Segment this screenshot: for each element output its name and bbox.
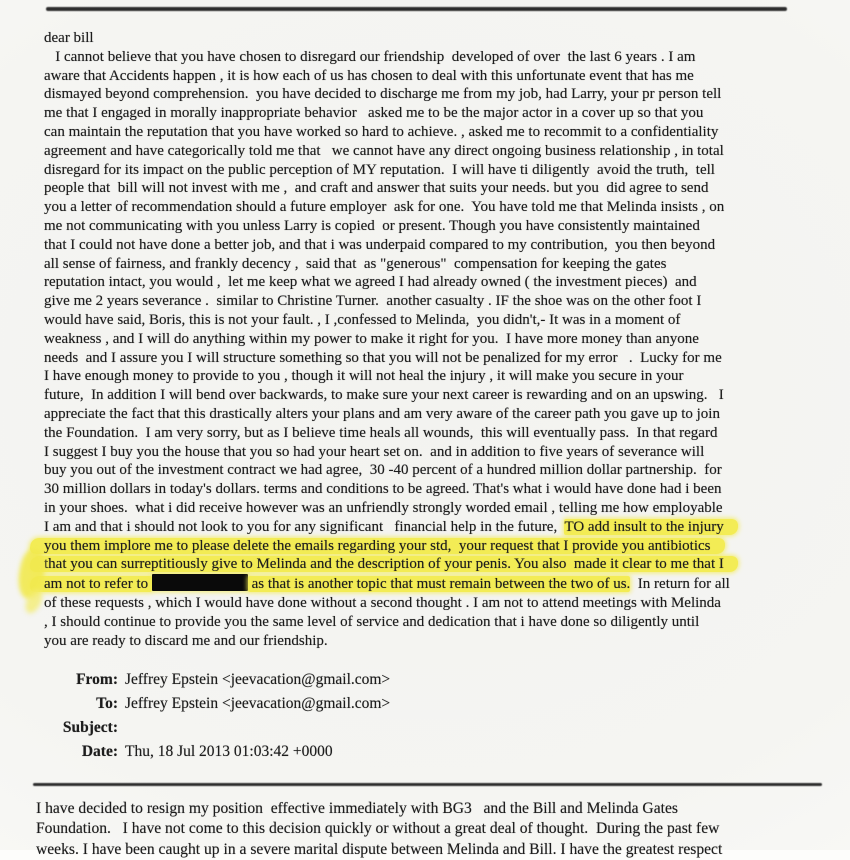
letter-text: of these requests , which I would have done without a second thought . I am not to attend meetings with Melinda — [44, 594, 721, 611]
email-header-row — [56, 716, 390, 740]
letter-text: in your shoes. what i did receive however was an unfriendly strongly worded email , telling me how employable — [44, 499, 723, 516]
letter-line — [44, 311, 824, 330]
letter-text: can maintain the reputation that you have worked so hard to achieve. , asked me to recommit to a confidentiality — [44, 123, 719, 140]
letter-line — [44, 443, 824, 462]
letter-line — [44, 613, 824, 632]
letter-text: all sense of fairness, and frankly decency , said that as "generous" compensation for keeping the gates — [44, 255, 667, 272]
letter-line — [44, 29, 824, 48]
letter-line — [44, 405, 824, 424]
letter-line — [44, 217, 824, 236]
letter-line — [44, 632, 824, 651]
letter-line — [44, 499, 824, 518]
letter-line — [44, 574, 824, 594]
resignation-line: weeks. I have been caught up in a severe marital dispute between Melinda and Bill. I have the greatest respect — [36, 840, 723, 858]
email-header-block — [56, 668, 390, 764]
letter-line — [44, 386, 824, 405]
letter-text: 30 million dollars in today's dollars. terms and conditions to be agreed. That's what i would have done had i been — [44, 481, 722, 498]
letter-text: disregard for its impact on the public perception of MY reputation. I will have ti diligently avoid the truth, tell — [44, 161, 715, 178]
highlighted-text: you them implore me to please delete the emails regarding your std, your request that I provide you antibiotics — [30, 538, 725, 554]
email-header-row — [56, 692, 390, 716]
letter-text: future, In addition I will bend over backwards, to make sure your next career is rewarding and on an upswing. I — [44, 387, 724, 404]
letter-text: give me 2 years severance . similar to Christine Turner. another casualty . IF the shoe was on the other foot I — [44, 293, 702, 310]
email-header-row — [56, 668, 390, 692]
letter-line — [44, 555, 824, 574]
letter-line — [44, 367, 824, 386]
resignation-paragraph — [36, 799, 836, 860]
letter-text: dismayed beyond comprehension. you have decided to discharge me from my job, had Larry, your pr person tell — [44, 86, 722, 103]
letter-text: needs and I assure you I will structure something so that you will not be penalized for my error . Lucky for me — [44, 349, 722, 366]
letter-line — [44, 424, 824, 443]
letter-text: In return for all — [630, 576, 730, 593]
letter-line — [44, 480, 824, 499]
highlighted-text: that you can surreptitiously give to Melinda and the description of your penis. You also made it clear to me that I — [30, 556, 738, 572]
letter-line — [44, 179, 824, 198]
letter-text: I have enough money to provide to you , though it will not heal the injury , it will make you secure in your — [44, 368, 684, 385]
resignation-line: I have decided to resign my position effective immediately with BG3 and the Bill and Melinda Gates — [36, 800, 678, 817]
letter-text: I suggest I buy you the house that you so had your heart set on. and in addition to five years of severance will — [44, 443, 705, 460]
letter-line — [44, 461, 824, 480]
section-divider-line — [33, 783, 822, 786]
letter-line — [44, 142, 824, 161]
email-header-value: Jeffrey Epstein <jeevacation@gmail.com> — [125, 695, 391, 712]
email-header-value: Jeffrey Epstein <jeevacation@gmail.com> — [125, 671, 391, 688]
highlighted-text: TO add insult to the injury — [564, 519, 737, 535]
letter-line — [44, 518, 824, 537]
letter-text: I am and that i should not look to you for any significant financial help in the future, — [44, 518, 565, 535]
letter-line — [44, 594, 824, 613]
letter-line — [44, 85, 824, 104]
letter-text: me that I engaged in morally inappropriate behavior asked me to be the major actor in a cover up so that you — [44, 105, 704, 122]
letter-line — [44, 48, 824, 67]
resignation-line: Foundation. I have not come to this decision quickly or without a great deal of thought. During the past few — [36, 820, 720, 838]
letter-text: I cannot believe that you have chosen to disregard our friendship developed of over the last 6 years . I am — [44, 48, 696, 65]
redaction-bar — [152, 574, 248, 591]
letter-text: people that bill will not invest with me , and craft and answer that suits your needs. but you did agree to send — [44, 180, 709, 197]
letter-line — [44, 104, 824, 123]
letter-line — [44, 67, 824, 86]
letter-text: me not communicating with you unless Larry is copied or present. Though you have consistently maintained — [44, 217, 700, 234]
letter-text: the Foundation. I am very sorry, but as I believe time heals all wounds, this will eventually pass. In that regard — [44, 424, 718, 441]
email-header-label: To: — [96, 695, 118, 712]
letter-line — [44, 292, 824, 311]
letter-text: appreciate the fact that this drastically alters your plans and am very aware of the career path you gave up to join — [44, 405, 720, 422]
letter-line — [44, 123, 824, 142]
letter-line — [44, 255, 824, 274]
letter-line — [44, 236, 824, 255]
letter-line — [44, 537, 824, 556]
letter-line — [44, 161, 824, 180]
letter-text: weakness , and I will do anything within my power to make it right for you. I have more money than anyone — [44, 330, 699, 347]
email-header-value: Thu, 18 Jul 2013 01:03:42 +0000 — [125, 743, 333, 760]
letter-line — [44, 273, 824, 292]
letter-line — [44, 330, 824, 349]
letter-text: that I could not have done a better job, and that i was underpaid compared to my contribution, you then beyond — [44, 236, 716, 253]
letter-text: dear bill — [44, 30, 94, 46]
email-header-label: Date: — [81, 743, 118, 760]
highlighted-text: am not to refer to — [30, 576, 152, 592]
letter-text: you a letter of recommendation should a future employer ask for one. You have told me that Melinda insists , on — [44, 199, 725, 216]
letter-text: agreement and have categorically told me that we cannot have any direct ongoing business relationship , in total — [44, 142, 724, 159]
letter-text: aware that Accidents happen , it is how each of us has chosen to deal with this unfortunate event that has me — [44, 67, 694, 84]
letter-text: , I should continue to provide you the same level of service and dedication that i have done so diligently until — [44, 613, 700, 630]
letter-line — [44, 349, 824, 368]
email-header-row — [56, 740, 390, 764]
highlighted-text: as that is another topic that must remain between the two of us. — [247, 576, 631, 593]
letter-line — [44, 198, 824, 217]
letter-text: you are ready to discard me and our friendship. — [44, 632, 328, 649]
letter-text: reputation intact, you would , let me keep what we agreed I had already owned ( the investment pieces) and — [44, 274, 697, 291]
letter-body — [44, 29, 824, 650]
email-header-label: Subject: — [62, 719, 118, 736]
email-header-label: From: — [76, 671, 118, 688]
top-divider-line — [46, 7, 787, 11]
letter-text: buy you out of the investment contract we had agree, 30 -40 percent of a hundred million dollar partnership. for — [44, 462, 722, 479]
letter-text: would have said, Boris, this is not your fault. , I ,confessed to Melinda, you didn't,- It was in a moment of — [44, 311, 681, 328]
